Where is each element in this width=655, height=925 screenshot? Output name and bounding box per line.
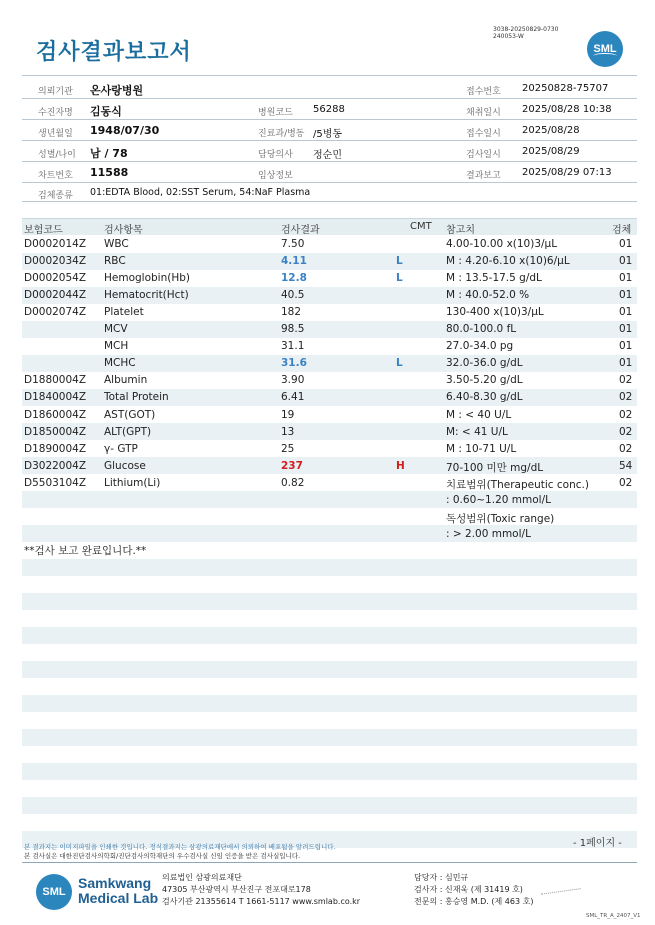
cell-item: MCV (104, 323, 128, 336)
divider (22, 201, 637, 202)
cell-flag: L (396, 272, 403, 285)
row-stripe (22, 797, 637, 814)
cell-code: D3022004Z (24, 459, 87, 472)
row-stripe (22, 729, 637, 746)
cell-specimen: 01 (619, 272, 633, 285)
cell-result: 31.1 (281, 340, 305, 353)
cell-result: 40.5 (281, 289, 305, 302)
cell-item: γ- GTP (104, 442, 138, 455)
cell-reference: 130-400 x(10)3/μL (446, 306, 544, 319)
doctor-label: 담당의사 (258, 150, 293, 160)
cell-item: Hemoglobin(Hb) (104, 272, 191, 285)
cell-reference: 80.0-100.0 fL (446, 323, 517, 336)
footer-staff-block: 담당자 : 심민규 검사자 : 신재욱 (제 31419 호) 전문의 : 홍승영 M.D. (제 463 호) (414, 873, 534, 906)
patient-label: 수진자명 (38, 108, 73, 118)
cell-item: Platelet (104, 306, 144, 319)
cell-result: 3.90 (281, 374, 305, 387)
cell-code: D0002074Z (24, 306, 87, 319)
cell-item: WBC (104, 238, 129, 250)
cell-reference: 치료범위(Therapeutic conc.) (446, 478, 589, 491)
row-stripe (22, 525, 637, 542)
cell-specimen: 01 (619, 255, 633, 268)
cell-item: RBC (104, 255, 126, 268)
divider (22, 182, 637, 183)
col-spec-header: 검체 (612, 225, 632, 236)
cell-specimen: 02 (619, 442, 633, 455)
row-stripe (22, 593, 637, 610)
cell-flag: H (396, 459, 405, 472)
footer-note: 본 결과지는 이미지파일을 인쇄한 것입니다. 정식결과지는 삼광의료재단에서 의뢰하여 배포됨을 알려드립니다. (24, 843, 336, 851)
cell-item: Hematocrit(Hct) (104, 289, 189, 302)
cell-code: D1860004Z (24, 408, 87, 421)
cell-specimen: 02 (619, 425, 633, 438)
specimen-label: 검체종류 (38, 191, 73, 201)
row-stripe (22, 695, 637, 712)
receipt-date-value: 2025/08/28 (522, 125, 580, 136)
cell-reference: M: < 41 U/L (446, 425, 508, 438)
cell-reference: 6.40-8.30 g/dL (446, 391, 523, 404)
clinical-label: 임상정보 (258, 171, 293, 181)
col-result-header: 검사결과 (281, 225, 320, 236)
chart-value: 11588 (90, 166, 129, 179)
hospital-value: 온사랑병원 (90, 84, 144, 97)
cell-item: AST(GOT) (104, 408, 156, 421)
sml-logo: SML (587, 31, 623, 67)
collect-value: 2025/08/28 10:38 (522, 104, 612, 115)
sexage-label: 성별/나이 (38, 150, 76, 160)
cell-specimen: 01 (619, 340, 633, 353)
row-stripe (22, 559, 637, 576)
cell-reference: M : 4.20-6.10 x(10)6/μL (446, 255, 570, 268)
divider (22, 75, 637, 76)
cell-result: 4.11 (281, 255, 307, 268)
cell-reference: M : 13.5-17.5 g/dL (446, 272, 542, 285)
cell-result: 31.6 (281, 357, 307, 370)
cell-item: Total Protein (104, 391, 169, 404)
cell-specimen: 02 (619, 391, 633, 404)
cell-code: D0002014Z (24, 238, 87, 250)
report-label: 결과보고 (466, 171, 501, 181)
row-stripe (22, 627, 637, 644)
patient-value: 김동식 (90, 105, 122, 118)
cell-item: Lithium(Li) (104, 476, 161, 489)
footer-note: 본 검사실은 대한진단검사의학회/진단검사의학재단의 우수검사실 신임 인증을 받은 검사실입니다. (24, 852, 301, 860)
form-code: SML_TR_A_2407_V1 (586, 913, 641, 919)
row-stripe (22, 763, 637, 780)
footer-sml-logo: SML (36, 874, 72, 910)
cell-result: 98.5 (281, 323, 305, 336)
cell-code: D1880004Z (24, 374, 87, 387)
divider (22, 161, 637, 162)
cell-item: MCHC (104, 357, 136, 370)
cell-result: 182 (281, 306, 302, 319)
cell-specimen: 01 (619, 289, 633, 302)
cell-reference: 3.50-5.20 g/dL (446, 374, 523, 387)
divider (22, 140, 637, 141)
cell-result: 237 (281, 459, 303, 472)
cell-item: Glucose (104, 459, 146, 472)
cell-specimen: 02 (619, 374, 633, 387)
signature (539, 877, 580, 894)
receipt-no-value: 20250828-75707 (522, 83, 609, 94)
cell-code: D1890004Z (24, 442, 87, 455)
row-stripe (22, 661, 637, 678)
hospital-code-value: 56288 (313, 104, 345, 115)
doctor-value: 정순민 (313, 150, 342, 161)
cell-reference: 27.0-34.0 pg (446, 340, 514, 353)
cell-result: 19 (281, 408, 295, 421)
cell-flag: L (396, 357, 403, 370)
footer-brand: Samkwang Medical Lab (78, 875, 159, 906)
cell-specimen: 54 (619, 459, 633, 472)
cell-reference: M : < 40 U/L (446, 408, 512, 421)
page-number: - 1페이지 - (573, 838, 622, 849)
hospital-label: 의뢰기관 (38, 87, 73, 97)
divider (22, 119, 637, 120)
chart-label: 차트번호 (38, 171, 73, 181)
cell-reference: M : 10-71 U/L (446, 442, 517, 455)
receipt-no-label: 접수번호 (466, 87, 501, 97)
cell-result: 25 (281, 442, 295, 455)
col-ref-header: 참고치 (446, 225, 475, 236)
document-id: 3038-20250829-0730 240053-W (493, 26, 559, 40)
footer-address-block: 의료법인 삼광의료재단 47305 부산광역시 부산진구 전포대로178 검사기관 21355614 T 1661-5117 www.smlab.co.kr (162, 873, 361, 906)
cell-result: 12.8 (281, 272, 307, 285)
completion-message: **검사 보고 완료입니다.** (24, 545, 147, 557)
cell-reference: : 0.60~1.20 mmol/L (446, 493, 551, 506)
divider (22, 862, 637, 863)
test-date-value: 2025/08/29 (522, 146, 580, 157)
cell-reference: 4.00-10.00 x(10)3/μL (446, 238, 558, 250)
dob-label: 생년월일 (38, 129, 73, 139)
cell-reference: 70-100 미만 mg/dL (446, 461, 544, 474)
collect-label: 채취일시 (466, 108, 501, 118)
receipt-date-label: 접수일시 (466, 129, 501, 139)
cell-specimen: 02 (619, 408, 633, 421)
hospital-code-label: 병원코드 (258, 108, 293, 118)
cell-item: Albumin (104, 374, 148, 387)
cell-specimen: 01 (619, 323, 633, 336)
cell-reference: M : 40.0-52.0 % (446, 289, 530, 302)
cell-code: D1850004Z (24, 425, 87, 438)
cell-flag: L (396, 255, 403, 268)
report-title: 검사결과보고서 (36, 40, 192, 65)
cell-reference: : > 2.00 mmol/L (446, 527, 531, 540)
cell-code: D1840004Z (24, 391, 87, 404)
col-code-header: 보험코드 (24, 225, 63, 236)
logo-wave-icon (593, 53, 617, 59)
divider (22, 98, 637, 99)
sexage-value: 남 / 78 (90, 147, 128, 160)
cell-code: D0002044Z (24, 289, 87, 302)
cell-specimen: 01 (619, 238, 633, 250)
col-item-header: 검사항목 (104, 225, 143, 236)
cell-reference: 32.0-36.0 g/dL (446, 357, 523, 370)
report-value: 2025/08/29 07:13 (522, 167, 612, 178)
cell-item: ALT(GPT) (104, 425, 152, 438)
cell-specimen: 02 (619, 476, 633, 489)
specimen-value: 01:EDTA Blood, 02:SST Serum, 54:NaF Plasma (90, 187, 311, 198)
cell-item: MCH (104, 340, 129, 353)
cell-result: 0.82 (281, 476, 305, 489)
cell-result: 7.50 (281, 238, 305, 250)
cell-reference: 독성범위(Toxic range) (446, 512, 555, 525)
cell-code: D5503104Z (24, 476, 87, 489)
dept-value: /5병동 (313, 129, 343, 140)
cell-code: D0002034Z (24, 255, 87, 268)
dept-label: 진료과/병동 (258, 129, 305, 139)
cell-result: 13 (281, 425, 295, 438)
test-date-label: 검사일시 (466, 150, 501, 160)
cell-result: 6.41 (281, 391, 305, 404)
cell-code: D0002054Z (24, 272, 87, 285)
col-cmt-header: CMT (410, 221, 432, 232)
dob-value: 1948/07/30 (90, 124, 160, 137)
cell-specimen: 01 (619, 357, 633, 370)
cell-specimen: 01 (619, 306, 633, 319)
